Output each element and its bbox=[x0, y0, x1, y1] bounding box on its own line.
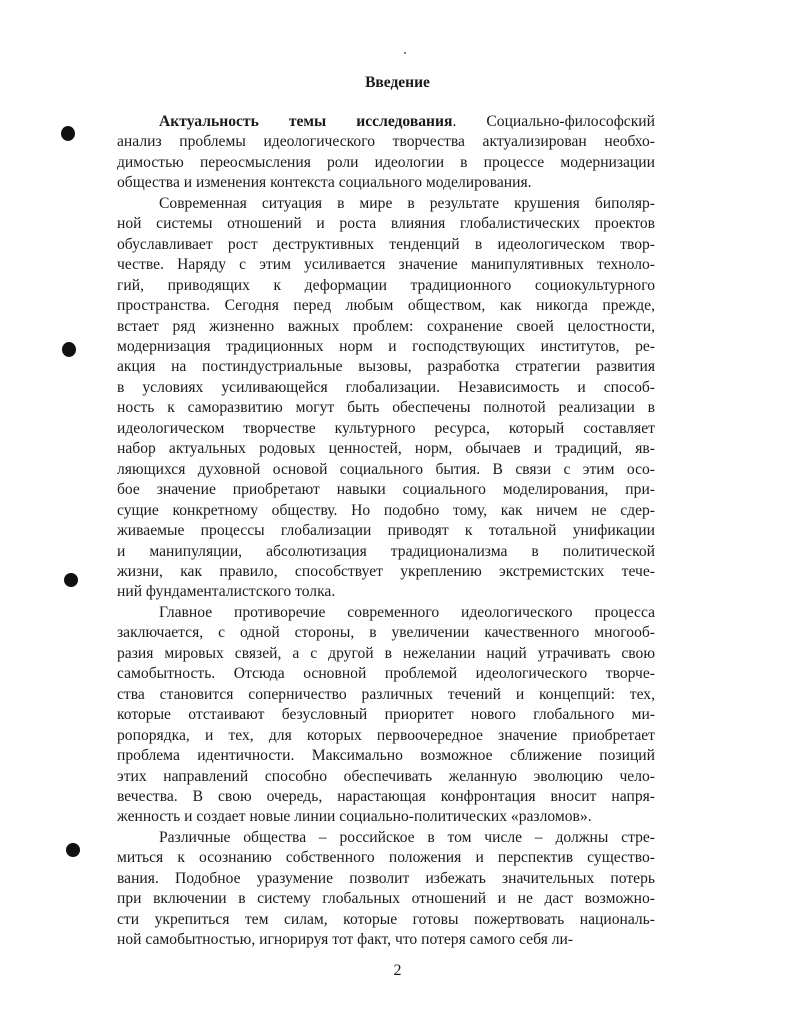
text-line: ной самобытностью, игнорируя тот факт, что потеря самого себя ли- bbox=[117, 931, 574, 949]
section-heading: Введение bbox=[365, 74, 430, 91]
text-line: миться к осознанию собственного положения и перспектив существо- bbox=[117, 849, 655, 867]
text-line: обуславливает рост деструктивных тенденций в идеологическом твор- bbox=[117, 235, 655, 253]
text-line: этих направлений способно обеспечивать желанную эволюцию чело- bbox=[117, 767, 655, 785]
text-line: заключается, с одной стороны, в увеличении качественного многооб- bbox=[117, 624, 655, 642]
lead-phrase: Актуальность темы исследования bbox=[159, 113, 453, 130]
binding-hole bbox=[64, 573, 78, 587]
text-line: анализ проблемы идеологического творчества актуализирован необхо- bbox=[117, 133, 655, 151]
text-line: и манипуляции, абсолютизация традиционализма в политической bbox=[117, 542, 655, 560]
text-line: жизни, как правило, способствует укреплению экстремистских тече- bbox=[117, 562, 655, 580]
text-line: сти укрепиться тем силам, которые готовы пожертвовать националь- bbox=[117, 910, 655, 928]
text-line: вания. Подобное уразумение позволит избежать значительных потерь bbox=[117, 869, 655, 887]
text-line: живаемые процессы глобализации приводят к тотальной унификации bbox=[117, 522, 655, 540]
text-line: Актуальность темы исследования. Социально-философский bbox=[159, 113, 655, 130]
text-line: Современная ситуация в мире в результате крушения биполяр- bbox=[159, 194, 655, 212]
binding-hole bbox=[62, 342, 76, 357]
text-line: Различные общества – российское в том числе – должны стре- bbox=[159, 828, 655, 846]
text-line: Главное противоречие современного идеологического процесса bbox=[159, 603, 655, 621]
text-line: акция на постиндустриальные вызовы, разработка стратегии развития bbox=[117, 358, 655, 376]
text-line: ной системы отношений и роста влияния глобалистических проектов bbox=[117, 215, 655, 233]
text-line: общества и изменения контекста социального моделирования. bbox=[117, 174, 532, 192]
scan-speck bbox=[404, 52, 406, 54]
text-line: честве. Наряду с этим усиливается значение манипулятивных техноло- bbox=[117, 256, 655, 274]
document-body bbox=[117, 112, 655, 951]
paragraph bbox=[117, 828, 655, 951]
text-line: модернизация традиционных норм и господствующих институтов, ре- bbox=[117, 337, 655, 355]
text-line: сущие конкретному обществу. Но подобно тому, как ничем не сдер- bbox=[117, 501, 655, 519]
binding-hole bbox=[61, 126, 75, 141]
text-line: идеологическом творчестве культурного ресурса, который составляет bbox=[117, 419, 655, 437]
binding-hole bbox=[66, 843, 80, 857]
text-line: ропорядка, и тех, для которых первоочередное значение приобретает bbox=[117, 726, 655, 744]
paragraph bbox=[117, 112, 655, 194]
text-line: в условиях усиливающейся глобализации. Независимость и способ- bbox=[117, 378, 655, 396]
text-line: набор актуальных родовых ценностей, норм, обычаев и традиций, яв- bbox=[117, 440, 655, 458]
paragraph bbox=[117, 603, 655, 828]
text-line: бое значение приобретают навыки социального моделирования, при- bbox=[117, 481, 655, 499]
text-line: пространства. Сегодня перед любым обществом, как никогда прежде, bbox=[117, 297, 655, 315]
text-line: вечества. В свою очередь, нарастающая конфронтация вносит напря- bbox=[117, 787, 655, 805]
paragraph bbox=[117, 194, 655, 603]
text-line: самобытность. Отсюда основной проблемой идеологического творче- bbox=[117, 665, 655, 683]
page-number: 2 bbox=[393, 962, 402, 979]
text-line: разия мировых связей, а с другой в нежелании наций утрачивать свою bbox=[117, 644, 655, 662]
text-line: ляющихся духовной основой социального бытия. В связи с этим осо- bbox=[117, 460, 655, 478]
text-line: гий, приводящих к деформации традиционного социокультурного bbox=[117, 276, 655, 294]
text-line: проблема идентичности. Максимально возможное сближение позиций bbox=[117, 747, 655, 765]
text-line: встает ряд жизненно важных проблем: сохранение своей целостности, bbox=[117, 317, 655, 335]
text-line: ний фундаменталистского толка. bbox=[117, 583, 336, 601]
text-line: димостью переосмысления роли идеологии в процессе модернизации bbox=[117, 153, 655, 171]
text-line: ность к саморазвитию могут быть обеспечены полнотой реализации в bbox=[117, 399, 655, 417]
text-line: при включении в систему глобальных отношений и не даст возможно- bbox=[117, 890, 655, 908]
text-line: которые отстаивают безусловный приоритет нового глобального ми- bbox=[117, 706, 655, 724]
text-line: женность и создает новые линии социально-политических «разломов». bbox=[117, 808, 592, 826]
text-line: ства становится соперничество различных течений и концепций: тех, bbox=[117, 685, 655, 703]
